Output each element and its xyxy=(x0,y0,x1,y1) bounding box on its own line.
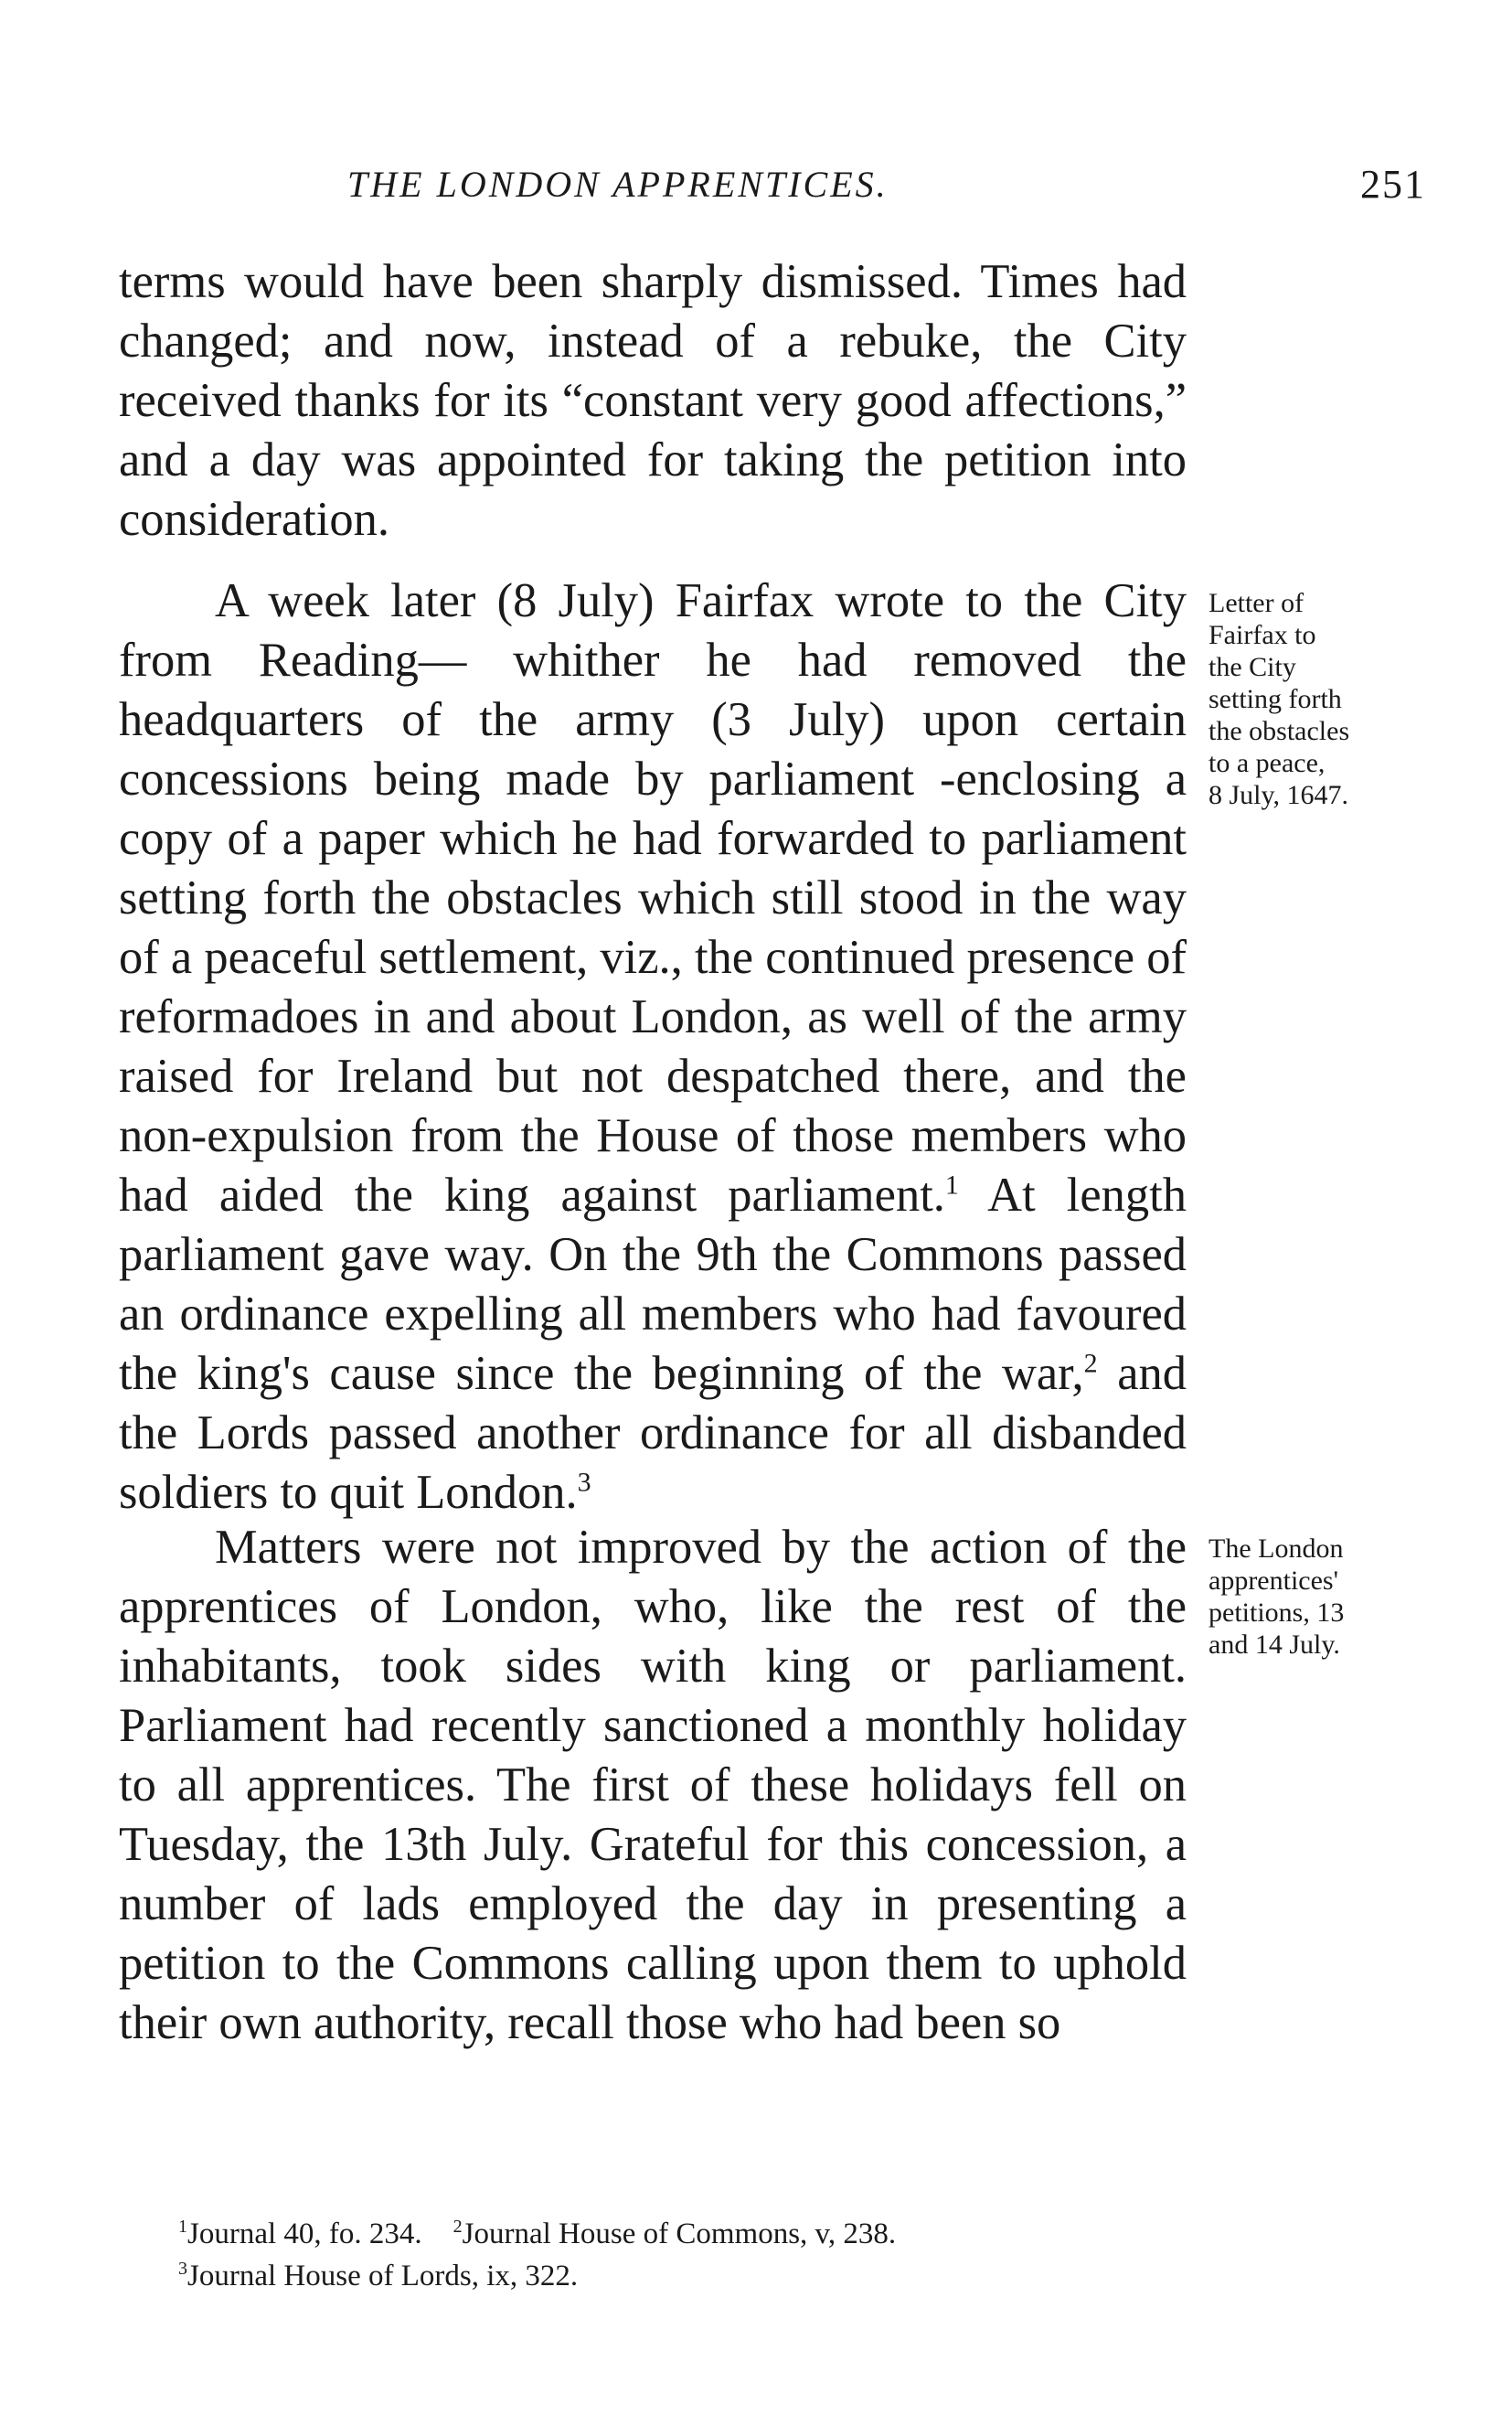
sidenote-line: Fairfax to xyxy=(1209,620,1316,650)
page-number: 251 xyxy=(1360,162,1426,207)
footnote-mark-1: 1 xyxy=(178,2217,187,2237)
sidenote-line: setting forth xyxy=(1209,684,1342,714)
footnote-3: Journal House of Lords, ix, 322. xyxy=(187,2260,579,2292)
paragraph-3 xyxy=(119,1518,1187,2053)
paragraph-1 xyxy=(119,252,1187,550)
footnote-mark-2: 2 xyxy=(453,2217,463,2237)
sidenote-line: Letter of xyxy=(1209,588,1304,618)
footnote-line-1 xyxy=(178,2213,1184,2255)
footnote-ref-1: 1 xyxy=(944,1170,959,1201)
sidenote-line: the obstacles xyxy=(1209,716,1350,746)
sidenote-line: The London xyxy=(1209,1533,1344,1564)
footnote-ref-2: 2 xyxy=(1083,1348,1098,1379)
sidenote-line: and 14 July. xyxy=(1209,1630,1340,1660)
footnote-ref-3: 3 xyxy=(577,1467,591,1498)
sidenote-line: to a peace, xyxy=(1209,748,1326,778)
footnotes xyxy=(178,2213,1184,2297)
sidenote-line: the City xyxy=(1209,652,1296,682)
sidenote-line: apprentices' xyxy=(1209,1565,1339,1596)
footnote-1: Journal 40, fo. 234. xyxy=(187,2217,422,2250)
paragraph-3-text: Matters were not improved by the action of the apprentices of London, who, like the rest of the inhabitants, took sides with king or parliament. Parliament had recently sanctioned a monthly holiday to all apprentices. The first of these holidays fell on Tuesday, the 13th July. Grateful for this concession, a number of lads employed the day in presenting a petition to the Commons calling upon them to uphold their own authority, recall those who had been so xyxy=(119,1521,1187,2049)
paragraph-2-part-1: A week later (8 July) Fairfax wrote to the City from Reading— whither he had removed the headquarters of the army (3 July) upon certain concessions being made by parliament -enclosing a copy of a paper which he had forwarded to parliament setting forth the obstacles which still stood in the way of a peaceful settlement, viz., the continued presence of reformadoes in and about London, as well of the army raised for Ireland but not despatched there, and the non-expulsion from the House of those members who had aided the king against parliament. xyxy=(119,574,1187,1222)
sidenote-fairfax-letter xyxy=(1209,587,1437,811)
paragraph-1-text: terms would have been sharply dismissed. Times had changed; and now, instead of a rebuke, the City received thanks for its “constant very good affections,” and a day was appointed for taking the petition into consideration. xyxy=(119,255,1187,546)
running-title: THE LONDON APPRENTICES. xyxy=(347,164,889,205)
paragraph-2 xyxy=(119,572,1187,1523)
paragraph-2-part-2: At length parliament gave way. On the 9th the Commons passed an ordinance expelling all members who had favoured the king's cause since the beginning of the war, xyxy=(119,1169,1187,1400)
paragraph-2-text xyxy=(119,572,1187,1523)
sidenote-apprentices-petitions xyxy=(1209,1533,1437,1661)
sidenote-line: 8 July, 1647. xyxy=(1209,780,1349,810)
footnote-line-2 xyxy=(178,2255,1184,2297)
footnote-2: Journal House of Commons, v, 238. xyxy=(462,2217,897,2250)
sidenote-line: petitions, 13 xyxy=(1209,1598,1345,1628)
paragraph-2-part-3: and the Lords passed another ordinance for all disbanded soldiers to quit London. xyxy=(119,1347,1187,1519)
footnote-mark-3: 3 xyxy=(178,2259,187,2279)
